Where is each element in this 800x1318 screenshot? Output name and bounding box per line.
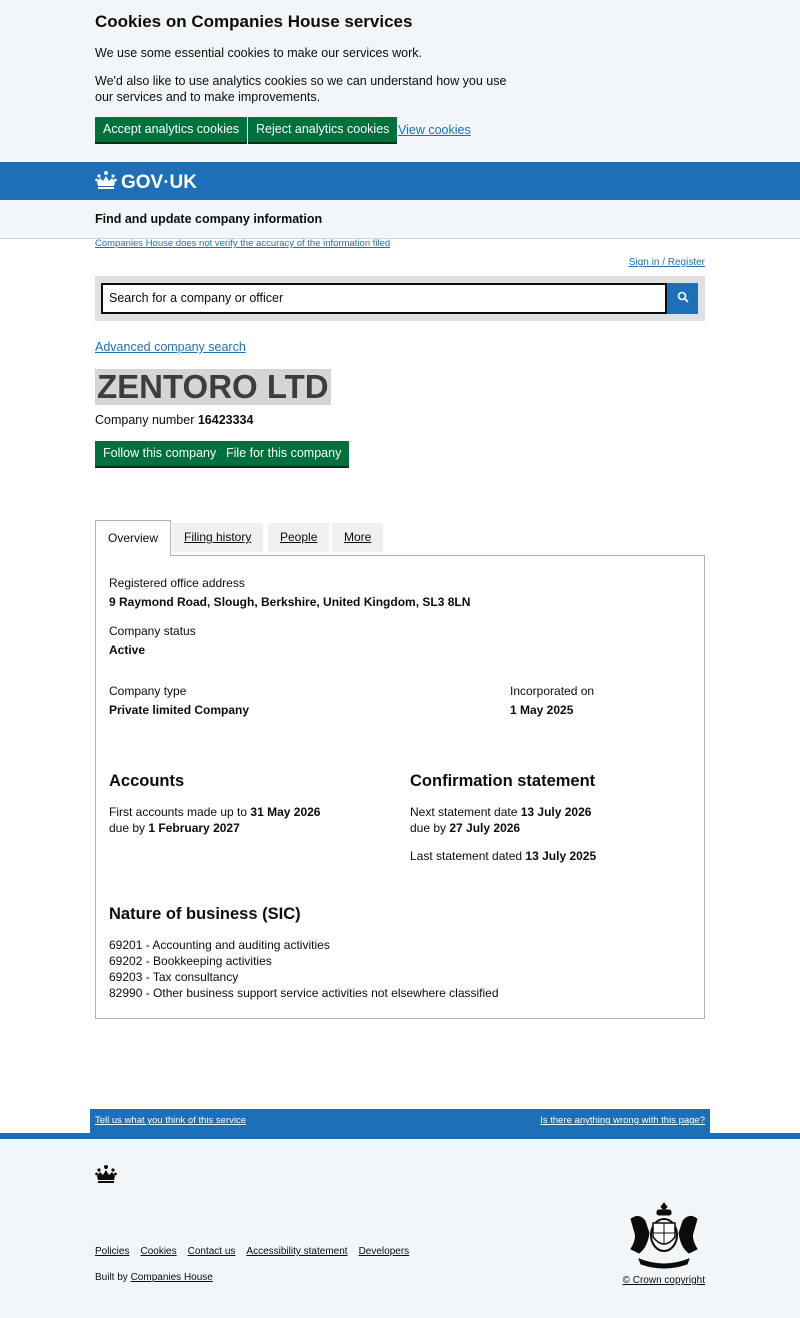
footer-link-developers[interactable]: Developers [358, 1246, 410, 1257]
confirmation-next-label: Next statement date [410, 805, 518, 819]
footer-link-accessibility[interactable]: Accessibility statement [246, 1246, 348, 1257]
confirmation-last-label: Last statement dated [410, 849, 523, 863]
govuk-logo-text: GOV·UK [121, 172, 197, 193]
built-by [95, 1272, 213, 1283]
confirmation-next [410, 804, 591, 820]
confirmation-last [410, 848, 596, 864]
tab-filing-history[interactable]: Filing history [172, 523, 263, 552]
accounts-made-up [109, 804, 320, 820]
service-header [0, 200, 800, 239]
cookie-banner-text-analytics: We'd also like to use analytics cookies so we can understand how you use our services and to make improvements. [95, 74, 507, 104]
sic-item: 69202 - Bookkeeping activities [109, 954, 272, 968]
confirmation-last-date: 13 July 2025 [525, 849, 597, 863]
company-number-value: 16423334 [197, 413, 254, 427]
company-name: ZENTORO LTD [97, 368, 329, 405]
tab-overview[interactable]: Overview [95, 520, 171, 556]
registered-office-label: Registered office address [109, 576, 245, 590]
footer-link-cookies[interactable]: Cookies [140, 1246, 177, 1257]
reject-cookies-button[interactable]: Reject analytics cookies [248, 117, 397, 142]
advanced-search-link[interactable]: Advanced company search [95, 340, 246, 354]
report-problem-link[interactable]: Is there anything wrong with this page? [540, 1115, 705, 1126]
company-status-value: Active [109, 643, 146, 657]
company-number-label: Company number [95, 413, 195, 427]
sic-item: 82990 - Other business support service activities not elsewhere classified [109, 986, 499, 1000]
accounts-due-label: due by [109, 821, 146, 835]
accuracy-disclaimer-link[interactable]: Companies House does not verify the accuracy of the information filed [95, 238, 391, 249]
footer-link-policies[interactable]: Policies [95, 1246, 130, 1257]
registered-office-address: 9 Raymond Road, Slough, Berkshire, United Kingdom, SL3 8LN [109, 595, 471, 609]
accounts-heading: Accounts [109, 772, 185, 790]
confirmation-due-label: due by [410, 821, 447, 835]
confirmation-next-date: 13 July 2026 [520, 805, 592, 819]
company-type-value: Private limited Company [109, 703, 250, 717]
crown-copyright-link[interactable]: © Crown copyright [622, 1275, 705, 1286]
tab-more[interactable]: More [332, 523, 383, 552]
sign-in-register-link[interactable]: Sign in / Register [628, 257, 705, 268]
tab-people[interactable]: People [268, 523, 329, 552]
accounts-made-up-date: 31 May 2026 [250, 805, 321, 819]
search-bar [95, 276, 705, 321]
cookie-banner-text-essential: We use some essential cookies to make our services work. [95, 46, 422, 60]
view-cookies-link[interactable]: View cookies [398, 123, 471, 137]
sic-heading: Nature of business (SIC) [109, 905, 301, 923]
search-icon [677, 291, 689, 306]
accounts-due-date: 1 February 2027 [148, 821, 240, 835]
accounts-due [109, 820, 240, 836]
crown-icon [95, 1164, 117, 1187]
incorporated-label: Incorporated on [510, 684, 595, 698]
cookie-banner [0, 0, 800, 162]
overview-panel [95, 555, 705, 1019]
incorporated-value: 1 May 2025 [510, 703, 574, 717]
company-type-label: Company type [109, 684, 187, 698]
footer [0, 1139, 800, 1318]
file-for-company-button[interactable]: File for this company [218, 441, 349, 466]
companies-house-link[interactable]: Companies House [130, 1272, 213, 1283]
company-status-label: Company status [109, 624, 196, 638]
sic-item: 69203 - Tax consultancy [109, 970, 239, 984]
built-by-label: Built by [95, 1272, 128, 1283]
govuk-logo-link[interactable] [95, 170, 197, 196]
company-number [95, 413, 253, 427]
confirmation-due [410, 820, 520, 836]
search-button[interactable] [667, 283, 698, 314]
accept-cookies-button[interactable]: Accept analytics cookies [95, 117, 247, 142]
sic-item: 69201 - Accounting and auditing activities [109, 938, 330, 952]
feedback-service-link[interactable]: Tell us what you think of this service [95, 1115, 247, 1126]
footer-link-contact-us[interactable]: Contact us [187, 1246, 236, 1257]
cookie-banner-title: Cookies on Companies House services [95, 12, 413, 31]
confirmation-due-date: 27 July 2026 [449, 821, 521, 835]
footer-links [95, 1246, 409, 1257]
feedback-bar [90, 1109, 710, 1133]
service-name: Find and update company information [95, 212, 323, 226]
royal-coat-of-arms-icon [625, 1201, 703, 1272]
crown-icon [95, 170, 117, 196]
accounts-made-up-label: First accounts made up to [109, 805, 248, 819]
search-input[interactable]: Search for a company or officer [101, 283, 667, 314]
govuk-header [0, 162, 800, 200]
follow-company-button[interactable]: Follow this company [95, 441, 224, 466]
confirmation-heading: Confirmation statement [410, 772, 596, 790]
